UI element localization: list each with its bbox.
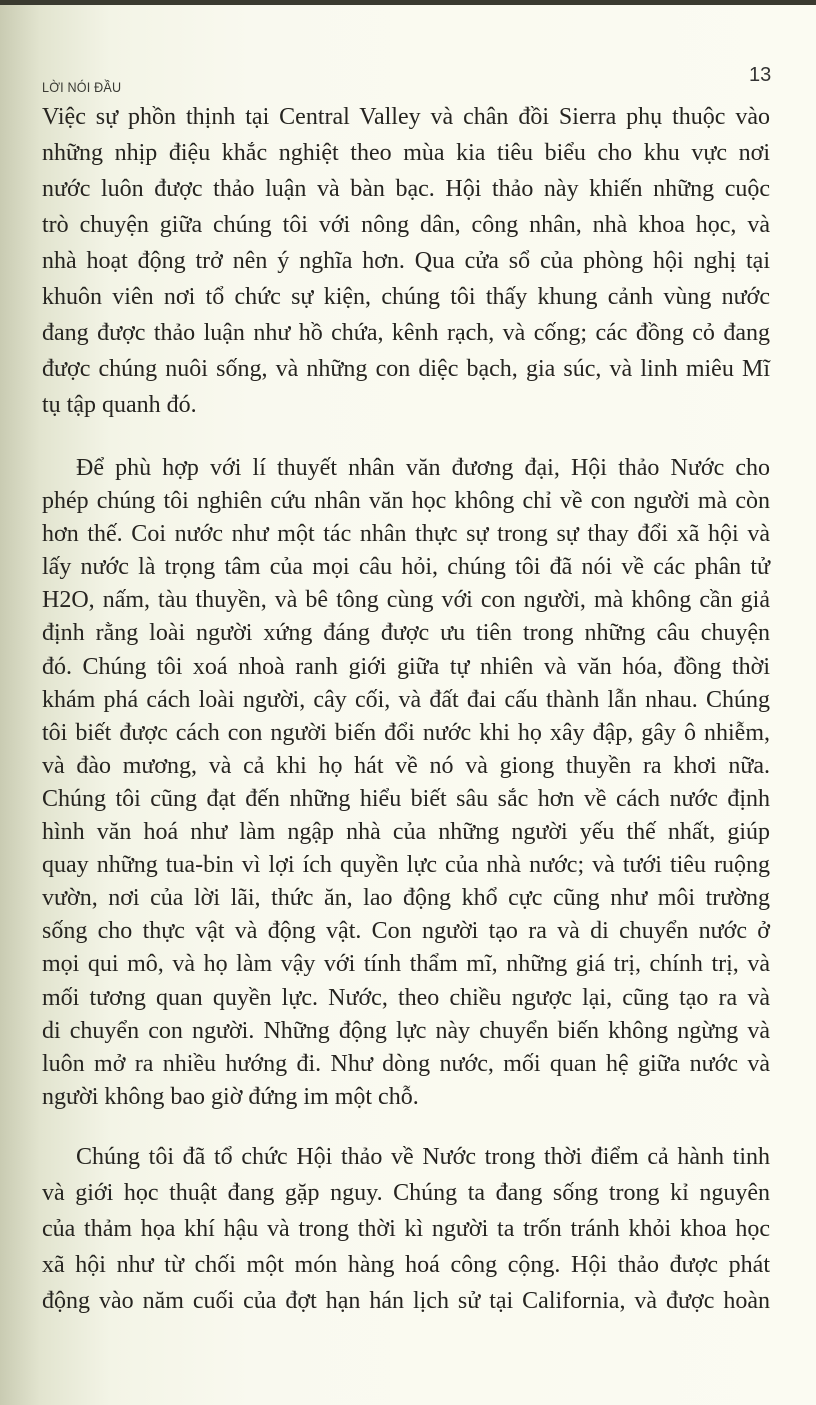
text-line: Chúng tôi cũng đạt đến những hiểu biết sâu sắc hơn về cách nước định (42, 785, 770, 812)
text-line: tụ tập quanh đó. (42, 392, 197, 418)
text-line: H2O, nấm, tàu thuyền, và bê tông cùng với con người, mà không cần giả (42, 587, 770, 614)
text-line: nhà hoạt động trở nên ý nghĩa hơn. Qua cửa sổ của phòng hội nghị tại (42, 248, 770, 274)
text-line: người không bao giờ đứng im một chỗ. (42, 1083, 419, 1110)
running-head: LỜI NÓI ĐẦU (42, 79, 122, 95)
paragraph-3 (42, 1139, 770, 1319)
text-line: sống cho thực vật và động vật. Con người tạo ra và di chuyển nước ở (42, 918, 770, 945)
text-line: Việc sự phồn thịnh tại Central Valley và chân đồi Sierra phụ thuộc vào (42, 104, 770, 130)
text-line: tôi biết được cách con người biến đổi nước khi họ xây đập, gây ô nhiễm, (42, 719, 770, 746)
text-line: những nhịp điệu khắc nghiệt theo mùa kia tiêu biểu cho khu vực nơi (42, 140, 770, 166)
paragraph-1 (42, 99, 770, 423)
text-line: di chuyển con người. Những động lực này chuyển biến không ngừng và (42, 1017, 770, 1044)
text-line: động vào năm cuối của đợt hạn hán lịch sử tại California, và được hoàn (42, 1288, 770, 1314)
text-line: nước luôn được thảo luận và bàn bạc. Hội thảo này khiến những cuộc (42, 176, 770, 202)
text-line: định rằng loài người xứng đáng được ưu tiên trong những câu chuyện (42, 620, 770, 647)
text-line: Chúng tôi đã tổ chức Hội thảo về Nước trong thời điểm cả hành tinh (76, 1144, 770, 1170)
text-line: vườn, nơi của lời lãi, thức ăn, lao động khổ cực cũng như môi trường (42, 885, 770, 912)
text-line: của thảm họa khí hậu và trong thời kì người ta trốn tránh khỏi khoa học (42, 1216, 770, 1242)
text-line: mọi qui mô, và họ làm vậy với tính thẩm mĩ, những giá trị, chính trị, và (42, 951, 770, 978)
text-line: và đào mương, và cả khi họ hát về nó và giong thuyền ra khơi nữa. (42, 752, 770, 779)
page-number: 13 (749, 64, 772, 86)
text-line: phép chúng tôi nghiên cứu nhân văn học không chỉ về con người mà còn (42, 488, 770, 515)
text-line: hình văn hoá như làm ngập nhà của những người yếu thế nhất, giúp (42, 819, 770, 846)
text-line: lấy nước là trọng tâm của mọi câu hỏi, chúng tôi đã nói về các phân tử (42, 554, 770, 581)
paragraph-2 (42, 452, 770, 1114)
text-line: quay những tua-bin vì lợi ích quyền lực của nhà nước; và tưới tiêu ruộng (42, 852, 770, 879)
text-line: mối tương quan quyền lực. Nước, theo chiều ngược lại, cũng tạo ra và (42, 984, 770, 1011)
text-line: khám phá cách loài người, cây cối, và đất đai cấu thành lẫn nhau. Chúng (42, 686, 770, 713)
text-line: Để phù hợp với lí thuyết nhân văn đương đại, Hội thảo Nước cho (76, 455, 770, 481)
text-line: khuôn viên nơi tổ chức sự kiện, chúng tôi thấy khung cảnh vùng nước (42, 284, 770, 310)
scan-edge (0, 0, 816, 5)
text-line: luôn mở ra nhiều hướng đi. Như dòng nước, mối quan hệ giữa nước và (42, 1050, 770, 1077)
text-line: và giới học thuật đang gặp nguy. Chúng ta đang sống trong kỉ nguyên (42, 1180, 770, 1206)
text-line: được chúng nuôi sống, và những con diệc bạch, gia súc, và linh miêu Mĩ (42, 356, 770, 382)
text-line: đó. Chúng tôi xoá nhoà ranh giới giữa tự nhiên và văn hóa, đồng thời (42, 653, 770, 680)
text-line: xã hội như từ chối một món hàng hoá công cộng. Hội thảo được phát (42, 1252, 770, 1278)
text-line: trò chuyện giữa chúng tôi với nông dân, công nhân, nhà khoa học, và (42, 212, 770, 238)
text-line: đang được thảo luận như hồ chứa, kênh rạch, và cống; các đồng cỏ đang (42, 320, 770, 346)
text-line: hơn thế. Coi nước như một tác nhân thực sự trong sự thay đổi xã hội và (42, 521, 770, 548)
